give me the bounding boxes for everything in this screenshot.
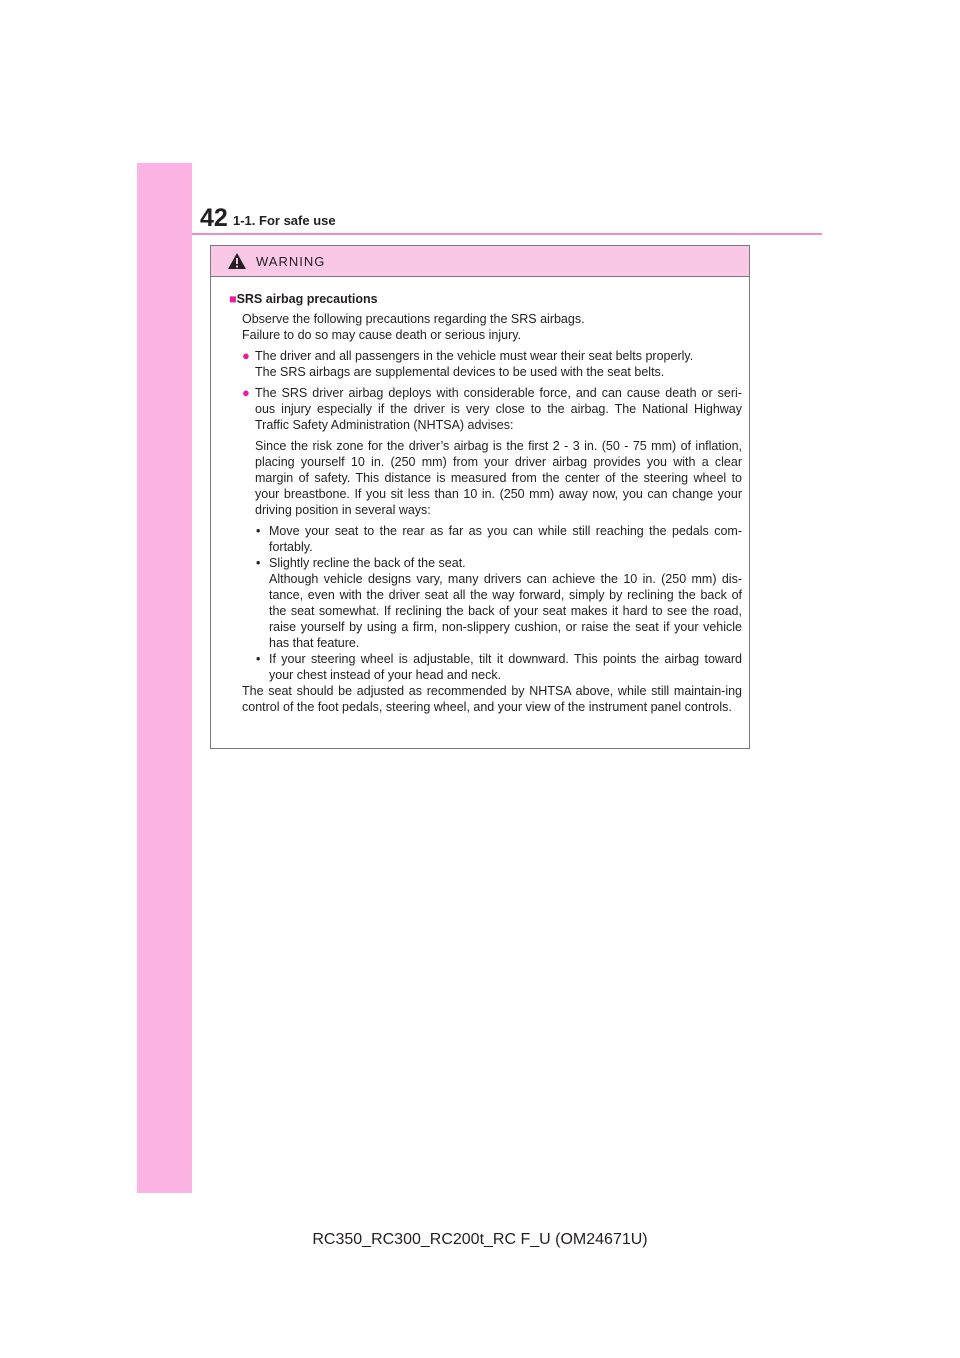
precaution-line: The driver and all passengers in the vehicle must wear their seat belts properly. bbox=[255, 349, 694, 363]
list-bullet: • bbox=[256, 652, 261, 666]
header-divider bbox=[192, 233, 822, 235]
closing-text: The seat should be adjusted as recommended by NHTSA above, while still maintain-ing control of the foot pedals, steering wheel, and your view of the instrument panel controls. bbox=[242, 684, 742, 714]
precaution-line: The SRS airbags are supplemental devices to be used with the seat belts. bbox=[255, 365, 665, 379]
nhtsa-advice: Since the risk zone for the driver’s airbag is the first 2 - 3 in. (50 - 75 mm) of inflation, placing yourself 10 in. (250 mm) from your driver airbag provides you with a clear margin of safety. This distance is measured from the center of the steering wheel to your breastbone. If you sit less than 10 in. (250 mm) away now, you can change your driving position in several ways: bbox=[255, 439, 742, 517]
list-item bbox=[255, 523, 742, 555]
manual-footer: RC350_RC300_RC200t_RC F_U (OM24671U) bbox=[312, 1231, 648, 1248]
square-bullet-icon: ■ bbox=[229, 292, 237, 306]
topic-heading bbox=[229, 291, 742, 307]
list-item-text: If your steering wheel is adjustable, tilt it downward. This points the airbag toward your chest instead of your head and neck. bbox=[269, 652, 742, 682]
list-item bbox=[255, 555, 742, 651]
list-item-text: Slightly recline the back of the seat. bbox=[269, 556, 466, 570]
list-bullet: • bbox=[256, 524, 261, 538]
list-bullet: • bbox=[256, 556, 261, 570]
warning-header bbox=[211, 246, 749, 277]
topic-heading-text: SRS airbag precautions bbox=[236, 292, 378, 306]
page-number: 42 bbox=[200, 204, 228, 232]
warning-triangle-icon bbox=[227, 252, 247, 270]
chapter-side-tab bbox=[137, 163, 192, 1193]
precaution-item bbox=[242, 348, 742, 380]
ways-list bbox=[255, 523, 742, 683]
intro-line: Failure to do so may cause death or serious injury. bbox=[242, 328, 522, 342]
warning-body bbox=[211, 277, 749, 715]
precaution-text: The SRS driver airbag deploys with considerable force, and can cause death or seri-ous injury especially if the driver is very close to the airbag. The National Highway Traffic Safety Administration (NHTSA) advises: bbox=[255, 386, 742, 432]
intro-text bbox=[242, 311, 742, 343]
warning-title: WARNING bbox=[256, 254, 326, 269]
list-item bbox=[255, 651, 742, 683]
section-title: 1-1. For safe use bbox=[233, 213, 336, 228]
circle-bullet-icon: ● bbox=[242, 348, 250, 363]
circle-bullet-icon: ● bbox=[242, 385, 250, 400]
precaution-item bbox=[242, 385, 742, 683]
list-item-text: Although vehicle designs vary, many drivers can achieve the 10 in. (250 mm) dis-tance, even with the driver seat all the way forward, simply by reclining the back of the seat somewhat. If reclining the back of your seat makes it hard to see the road, raise yourself by using a firm, non-slippery cushion, or raise the seat if your vehicle has that feature. bbox=[269, 572, 742, 650]
warning-box bbox=[210, 245, 750, 749]
intro-line: Observe the following precautions regarding the SRS airbags. bbox=[242, 312, 585, 326]
list-item-text: Move your seat to the rear as far as you can while still reaching the pedals com-fortably. bbox=[269, 524, 742, 554]
